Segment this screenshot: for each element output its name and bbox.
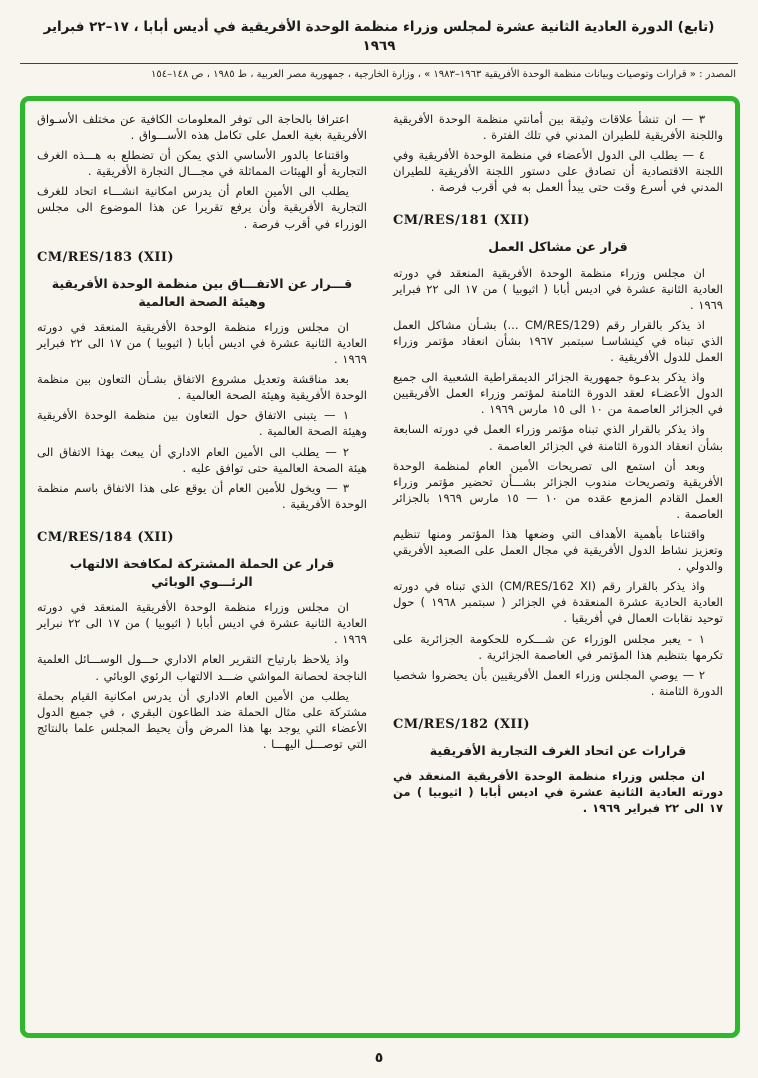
paragraph: ٣ — ويخول للأمين العام أن يوقع على هذا الاتفاق باسم منظمة الوحدة الأفريقية . — [37, 480, 367, 511]
document-frame — [20, 96, 740, 1038]
paragraph: يطلب الى الأمين العام أن يدرس امكانية انشـــاء اتحاد للغرف التجارية الأفريقية وأن يرفع تقريرا عن هذا الموضوع الى مجلس الوزراء في أقرب فرصة . — [37, 184, 367, 231]
column-left — [37, 111, 367, 1023]
column-right — [393, 111, 723, 1023]
source-line: المصدر : « قرارات وتوصيات وبيانات منظمة الوحدة الأفريقية ١٩٦٣–١٩٨٣ » ، وزارة الخارجية ، جمهورية مصر العربية ، ط ١٩٨٥ ، ص ١٤٨–١٥٤ — [151, 68, 736, 80]
paragraph: اعترافا بالحاجة الى توفر المعلومات الكافية عن مختلف الأسـواق الأفريقية بغية العمل على تكامل هذه الأســـواق . — [37, 112, 367, 143]
resolution-heading: قرارات عن اتحاد الغرف التجارية الأفريقية — [429, 742, 687, 758]
paragraph: ١ - يعبر مجلس الوزراء عن شـــكره للحكومة الجزائرية على تكرمها بتنظيم هذا المؤتمر في العاصمة الجزائرية . — [393, 631, 723, 662]
resolution-code: CM/RES/184 (XII) — [37, 529, 174, 545]
resolution-code: CM/RES/182 (XII) — [393, 716, 530, 732]
resolution-code: CM/RES/183 (XII) — [37, 249, 174, 265]
page-title: (تابع) الدورة العادية الثانية عشرة لمجلس وزراء منظمة الوحدة الأفريقية في أديس أبابا ، ١٧–٢٢ فبراير ١٩٦٩ — [43, 19, 715, 54]
header-divider — [20, 63, 738, 64]
paragraph: واذ يلاحظ بارتياح التقرير العام الاداري حـــول الوســـائل العلمية الناجحة لحصانة المواشي ضـــد الالتهاب الرئوي الوبائي . — [37, 652, 367, 683]
paragraph: بعد مناقشة وتعديل مشروع الاتفاق بشـأن التعاون بين منظمة الوحدة الأفريقية وهيئة الصحة العالمية . — [37, 372, 367, 403]
paragraph: ٢ — يطلب الى الأمين العام الاداري أن يبعث بهذا الاتفاق الى هيئة الصحة العالمية حتى توافق عليه . — [37, 444, 367, 475]
paragraph: ١ — يتبنى الاتفاق حول التعاون بين منظمة الوحدة الأفريقية وهيئة الصحة العالمية . — [37, 408, 367, 439]
paragraph: وبعد أن استمع الى تصريحات الأمين العام لمنظمة الوحدة الأفريقية وتصريحات مندوب الجزائر بشـــأن تحضير مؤتمر وزراء العمل القادم المزمع عقده من ١٠ — ١٥ مارس ١٩٦٩ بالجزائر العاصمة . — [393, 458, 723, 521]
paragraph: واذ يذكر بالقرار الذي تبناه مؤتمر وزراء العمل في دورته السابعة بشأن انعقاد الدورة الثامنة في الجزائر العاصمة . — [393, 422, 723, 453]
page-header — [0, 0, 758, 80]
paragraph: ان مجلس وزراء منظمة الوحدة الأفريقية المنعقد في دورته العادية الثانية عشرة في اديس أبابا ( اثيوبيا ) من ١٧ الى ٢٢ فبراير ١٩٦٩ . — [393, 265, 723, 312]
paragraph: واقتناعا بالدور الأساسي الذي يمكن أن تضطلع به هـــذه الغرف التجارية أو الهيئات المماثلة في مجـــال التجارة الأفريقية . — [37, 148, 367, 179]
resolution-heading: قـــرار عن الاتفـــاق بين منظمة الوحدة الأفريقية وهيئة الصحة العالمية — [51, 275, 353, 309]
resolution-code: CM/RES/181 (XII) — [393, 213, 530, 229]
two-column-layout — [37, 111, 723, 1023]
paragraph: ان مجلس وزراء منظمة الوحدة الأفريقية المنعقد في دورته العادية الثانية عشرة في اديس أبابا ( اثيوبيا ) من ١٧ الى ٢٢ فبراير ١٩٦٩ . — [393, 769, 723, 816]
paragraph: اذ يذكر بالقرار رقم (CM/RES/129 ...) بشـأن مشاكل العمل الذي تبناه في كينشاسـا سبتمبر ١٩٦٧ بشأن انعقاد مؤتمر وزراء العمل للدول الأفريقية . — [393, 317, 723, 365]
paragraph: واذ يذكر بدعـوة جمهورية الجزائر الديمقراطية الشعبية الى جميع الدول الأعضـاء لعقد الدورة الثامنة لمؤتمر وزراء العمل الأفريقيين في الجزائر العاصمة من ١٠ الى ١٥ مارس ١٩٦٩ . — [393, 370, 723, 417]
paragraph: ٣ — ان تنشأ علاقات وثيقة بين أمانتي منظمة الوحدة الأفريقية واللجنة الأفريقية للطيران المدني في تلك الفترة . — [393, 112, 723, 143]
resolution-heading: قرار عن مشاكل العمل — [488, 239, 628, 255]
paragraph: ان مجلس وزراء منظمة الوحدة الأفريقية المنعقد في دورته العادية الثانية عشرة في اديس أبابا ( اثيوبيا ) من ١٧ الى ٢٢ فبراير ١٩٦٩ . — [37, 319, 367, 367]
paragraph: ان مجلس وزراء منظمة الوحدة الأفريقية المنعقد في دورته العادية الثانية عشرة في اديس أبابا ( اثيوبيا ) من ١٧ الى ٢٢ نبراير ١٩٦٩ . — [37, 600, 367, 647]
paragraph: واقتناعا بأهمية الأهداف التي وضعها هذا المؤتمر ومنها تنظيم وتعزيز نشاط الدول الأفريقية في مجال العمل على الصعيد الأفريقي والدولي . — [393, 527, 723, 574]
page-number: ٥ — [374, 1050, 384, 1066]
resolution-heading: قرار عن الحملة المشتركة لمكافحة الالتهاب الرئـــوي الوبائي — [69, 555, 335, 590]
paragraph: يطلب من الأمين العام الاداري أن يدرس امكانية القيام بحملة مشتركة على مثال الحملة ضد الطاعون البقري ، في جميع الدول الأعضاء التي يوجد بها هذا المرض وأن يحيط المجلس علما بالنتائج التي توصـــل اليهـــا . — [37, 688, 367, 751]
paragraph: ٢ — يوصي المجلس وزراء العمل الأفريقيين بأن يحضروا شخصيا الدورة الثامنة . — [393, 667, 723, 698]
paragraph: واذ يذكر بالقرار رقم (CM/RES/162 XI) الذي تبناه في دورته العادية الحادية عشرة المنعقدة في الجزائر ( سبتمبر ١٩٦٨ ) حول توحيد نقابات العمال في أفريقيا . — [393, 579, 723, 626]
paragraph: ٤ — يطلب الى الدول الأعضاء في منظمة الوحدة الأفريقية وفي اللجنة الاقتصادية أن تصادق على دستور اللجنة الأفريقية للطيران المدني في أسرع وقت حتى يبدأ العمل به في أقرب فرصة . — [393, 148, 723, 195]
